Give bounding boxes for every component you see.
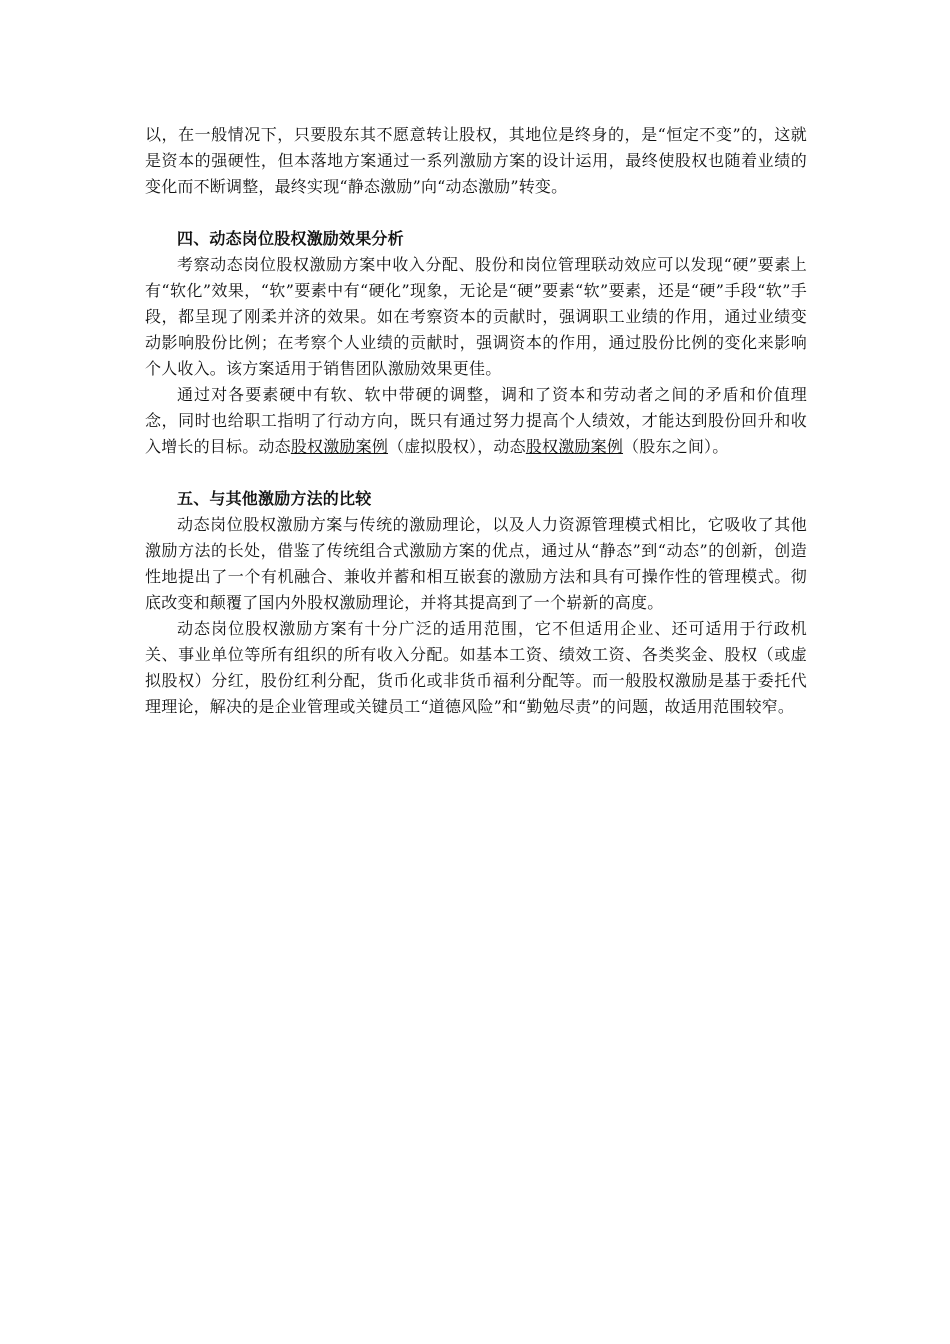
- equity-incentive-case-link-1[interactable]: 股权激励案例: [290, 437, 389, 456]
- paragraph-adjustment-text-2: （虚拟股权），动态: [388, 437, 526, 456]
- paragraph-intro: 以，在一般情况下，只要股东其不愿意转让股权，其地位是终身的，是“恒定不变”的，这就是资本的强硬性，但本落地方案通过一系列激励方案的设计运用，最终使股权也随着业绩的变化而不断调整，最终实现“静态激励”向“动态激励”转变。: [145, 125, 807, 196]
- paragraph-adjustment-text-3: （股东之间）。: [623, 437, 729, 456]
- paragraph-adjustment-text-1: 通过对各要素硬中有软、软中带硬的调整，调和了资本和劳动者之间的矛盾和价值理念，同时也给职工指明了行动方向，既只有通过努力提高个人绩效，才能达到股份回升和收入增长的目标。动态: [145, 385, 807, 456]
- paragraph-effect-analysis: 考察动态岗位股权激励方案中收入分配、股份和岗位管理联动效应可以发现“硬”要素上有“软化”效果，“软”要素中有“硬化”现象，无论是“硬”要素“软”要素，还是“硬”手段“软”手段，都呈现了刚柔并济的效果。如在考察资本的贡献时，强调职工业绩的作用，通过业绩变动影响股份比例；在考察个人业绩的贡献时，强调资本的作用，通过股份比例的变化来影响个人收入。该方案适用于销售团队激励效果更佳。: [145, 255, 807, 378]
- equity-incentive-case-link-2[interactable]: 股权激励案例: [525, 437, 624, 456]
- paragraph-scope: 动态岗位股权激励方案有十分广泛的适用范围，它不但适用企业、还可适用于行政机关、事业单位等所有组织的所有收入分配。如基本工资、绩效工资、各类奖金、股权（或虚拟股权）分红，股份红利分配，货币化或非货币福利分配等。而一般股权激励是基于委托代理理论，解决的是企业管理或关键员工“道德风险”和“勤勉尽责”的问题，故适用范围较窄。: [145, 619, 807, 716]
- document-body: [145, 122, 807, 720]
- section-4-heading: 四、动态岗位股权激励效果分析: [177, 229, 404, 248]
- paragraph-comparison: 动态岗位股权激励方案与传统的激励理论，以及人力资源管理模式相比，它吸收了其他激励方法的长处，借鉴了传统组合式激励方案的优点，通过从“静态”到“动态”的创新，创造性地提出了一个有机融合、兼收并蓄和相互嵌套的激励方法和具有可操作性的管理模式。彻底改变和颠覆了国内外股权激励理论，并将其提高到了一个崭新的高度。: [145, 515, 807, 612]
- section-5-heading: 五、与其他激励方法的比较: [177, 489, 372, 508]
- paragraph-adjustment: [145, 382, 807, 460]
